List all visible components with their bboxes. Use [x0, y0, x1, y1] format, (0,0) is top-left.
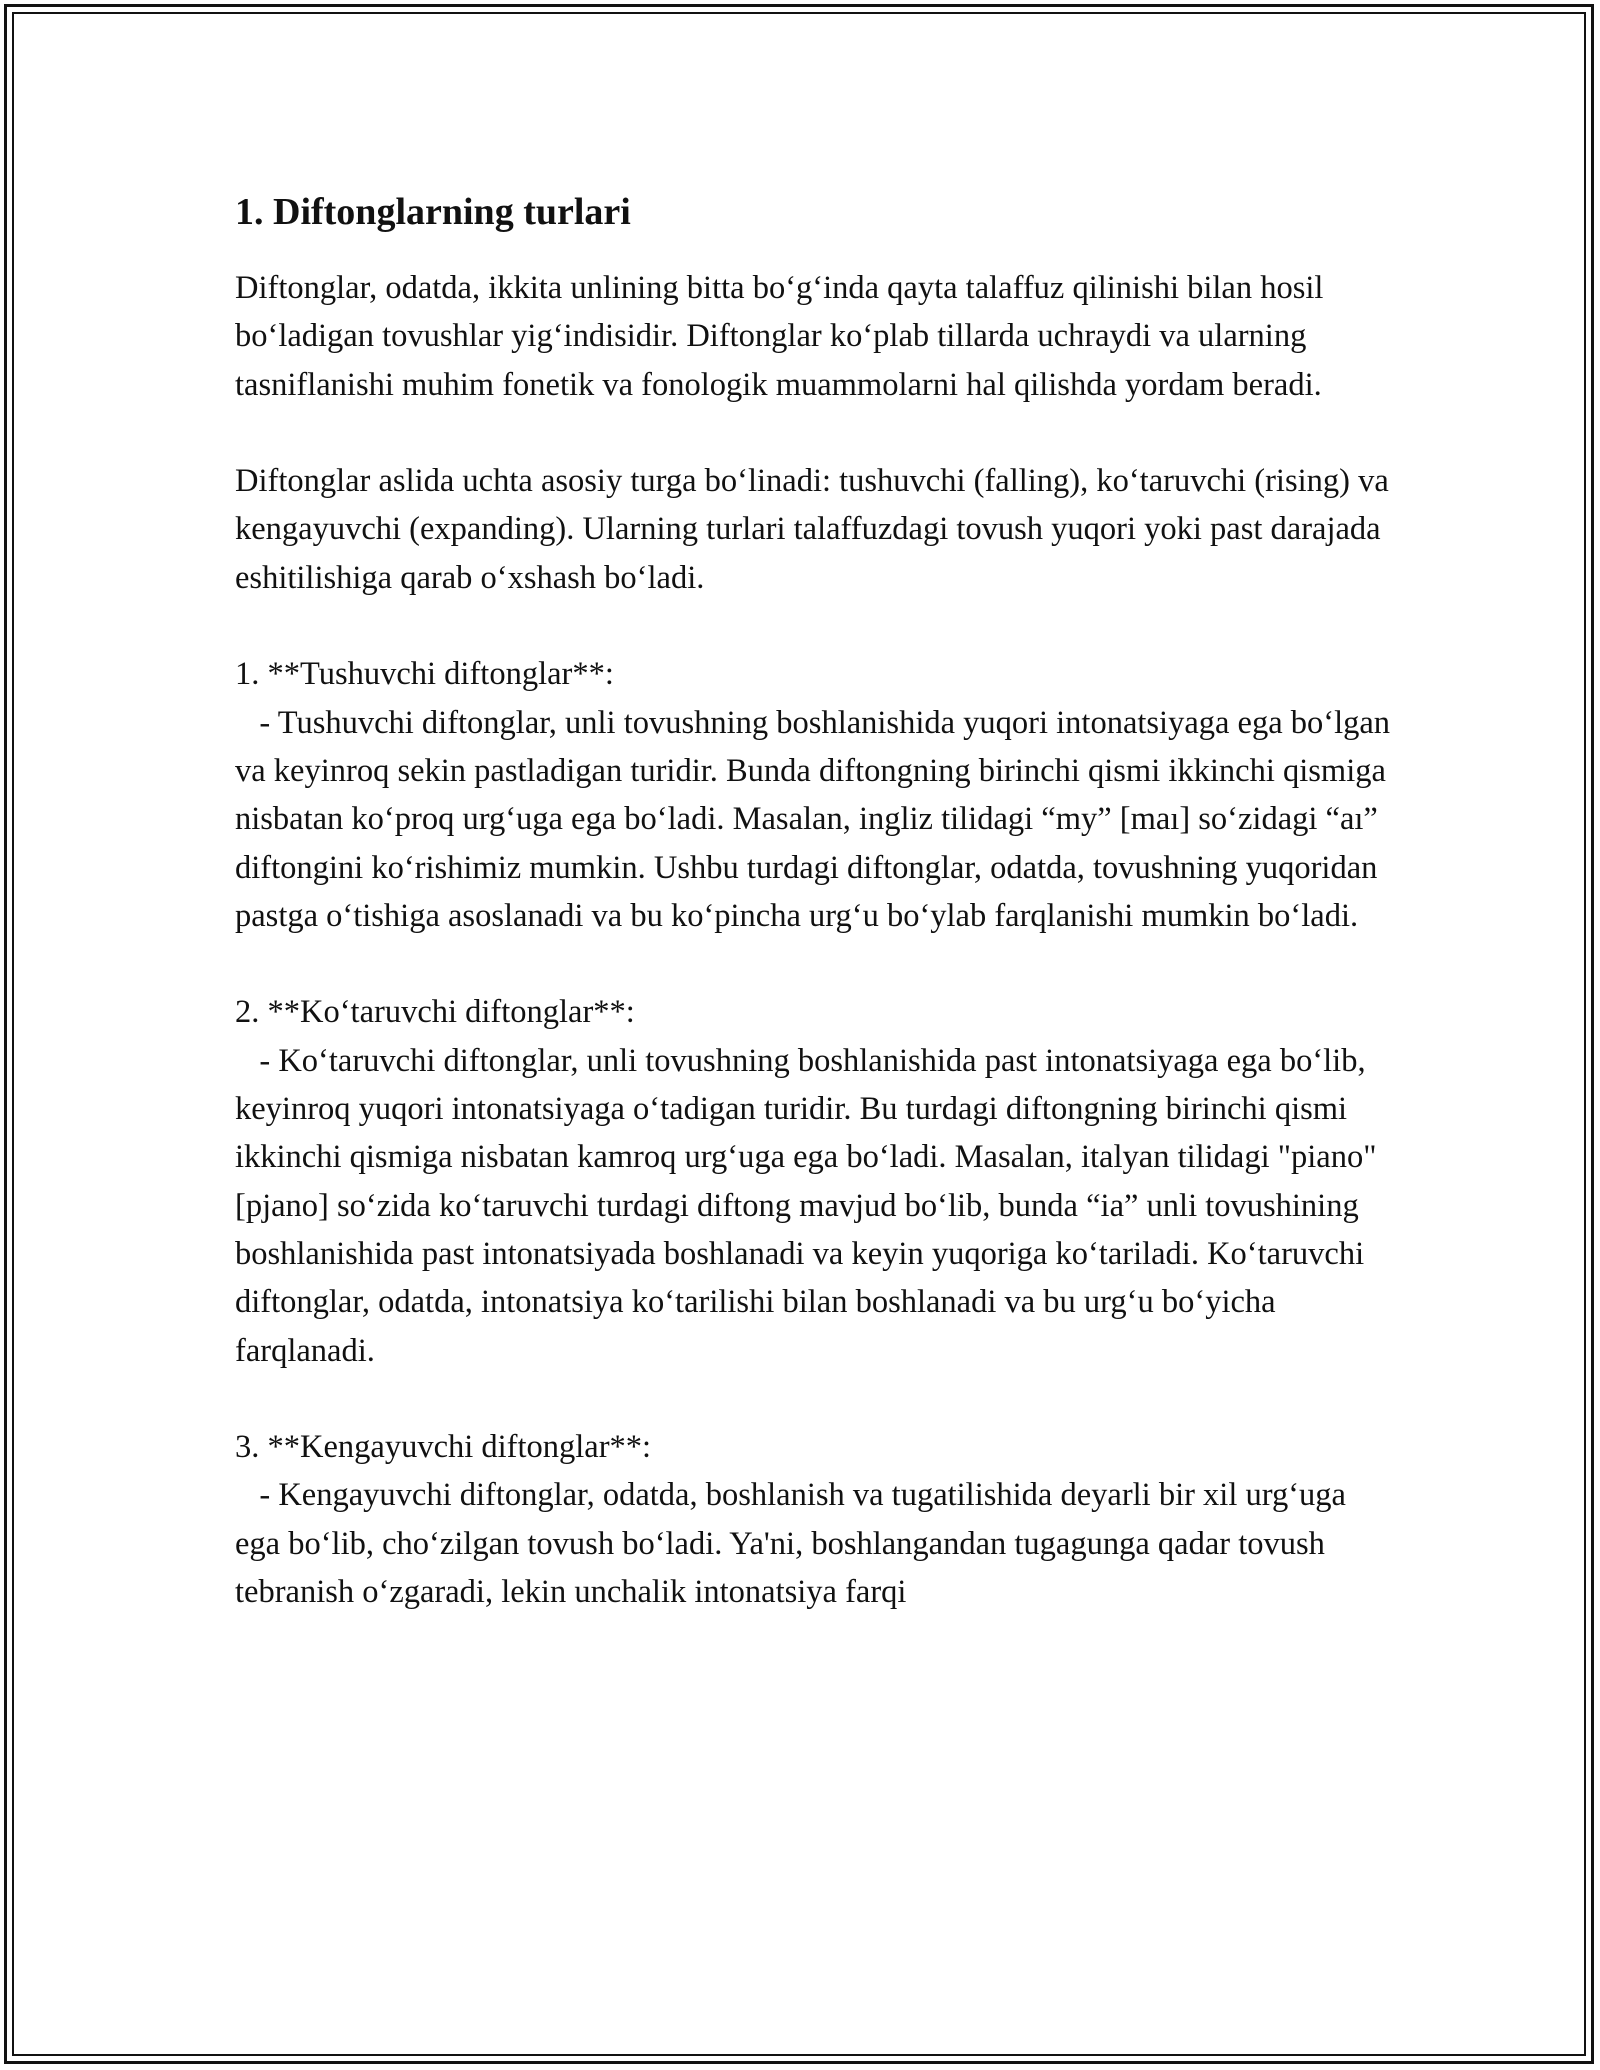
paragraph-spacer [235, 409, 1395, 457]
paragraph-spacer [235, 1375, 1395, 1423]
paragraph-rising-diphthongs: 2. **Ko‘taruvchi diftonglar**: - Ko‘taruvchi diftonglar, unli tovushning boshlanishida past intonatsiyaga ega bo‘lib, keyinroq yuqori intonatsiyaga o‘tadigan turidir. Bu turdagi diftongning birinchi qismi ikkinchi qismiga nisbatan kamroq urg‘uga ega bo‘ladi. Masalan, italyan tilidagi "piano" [pjano] so‘zida ko‘taruvchi turdagi diftong mavjud bo‘lib, bunda “ia” unli tovushining boshlanishida past intonatsiyada boshlanadi va keyin yuqoriga ko‘tariladi. Ko‘taruvchi diftonglar, odatda, intonatsiya ko‘tarilishi bilan boshlanadi va bu urg‘u bo‘yicha farqlanadi. [235, 994, 1377, 1369]
paragraph-expanding-diphthongs: 3. **Kengayuvchi diftonglar**: - Kengayuvchi diftonglar, odatda, boshlanish va tugatilishida deyarli bir xil urg‘uga ega bo‘lib, cho‘zilgan tovush bo‘ladi. Ya'ni, boshlangandan tugagunga qadar tovush tebranish o‘zgaradi, lekin unchalik intonatsiya farqi [235, 1429, 1346, 1611]
document-body [235, 188, 1395, 1616]
paragraph-spacer [235, 940, 1395, 988]
paragraph-types-overview: Diftonglar aslida uchta asosiy turga bo‘linadi: tushuvchi (falling), ko‘taruvchi (rising) va kengayuvchi (expanding). Ularning turlari talaffuzdagi tovush yuqori yoki past darajada eshitilishiga qarab o‘xshash bo‘ladi. [235, 463, 1397, 596]
paragraph-intro: Diftonglar, odatda, ikkita unlining bitta bo‘g‘inda qayta talaffuz qilinishi bilan hosil bo‘ladigan tovushlar yig‘indisidir. Diftonglar ko‘plab tillarda uchraydi va ularning tasniflanishi muhim fonetik va fonologik muammolarni hal qilishda yordam beradi. [235, 270, 1332, 403]
document-title: 1. Diftonglarning turlari [235, 191, 631, 233]
paragraph-falling-diphthongs: 1. **Tushuvchi diftonglar**: - Tushuvchi diftonglar, unli tovushning boshlanishida yuqori intonatsiyaga ega bo‘lgan va keyinroq sekin pastladigan turidir. Bunda diftongning birinchi qismi ikkinchi qismiga nisbatan ko‘proq urg‘uga ega bo‘ladi. Masalan, ingliz tilidagi “my” [maı] so‘zidagi “aı” diftongini ko‘rishimiz mumkin. Ushbu turdagi diftonglar, odatda, tovushning yuqoridan pastga o‘tishiga asoslanadi va bu ko‘pincha urg‘u bo‘ylab farqlanishi mumkin bo‘ladi. [235, 656, 1391, 934]
paragraph-spacer [235, 602, 1395, 650]
